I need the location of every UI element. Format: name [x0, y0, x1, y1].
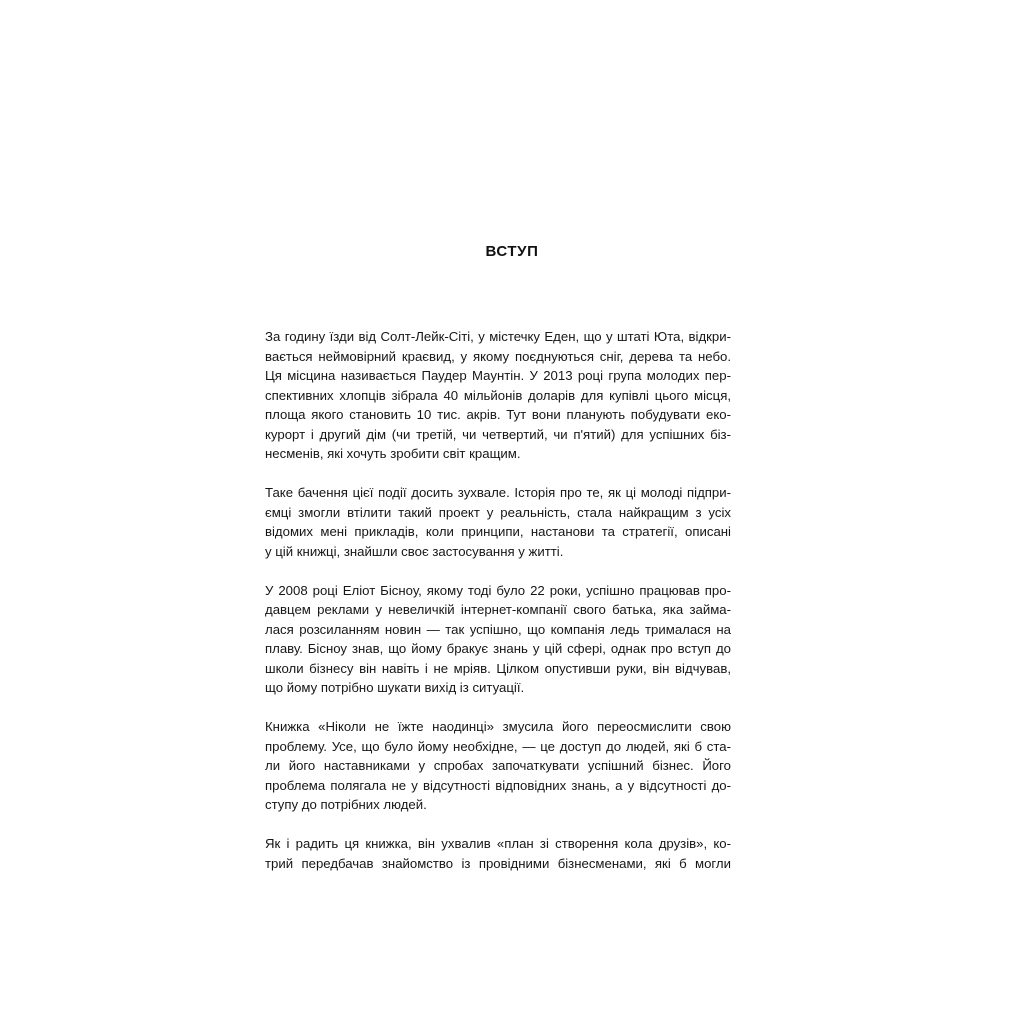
- paragraph-3: [265, 581, 731, 698]
- text-line: давцем реклами у невеличкій інтернет-компанії свого батька, яка займа-: [265, 602, 731, 617]
- text-line: площа якого становить 10 тис. акрів. Тут вони планують побудувати еко-: [265, 407, 731, 422]
- text-line: проблема полягала не у відсутності відповідних знань, а у відсутності до-: [265, 777, 731, 793]
- text-line: вається неймовірний краєвид, у якому поєднуються сніг, дерева та небо.: [265, 348, 731, 364]
- paragraph-4: [265, 717, 731, 815]
- text-line: курорт і другий дім (чи третій, чи четвертий, чи п'ятий) для успішних біз-: [265, 426, 731, 442]
- chapter-title: ВСТУП: [485, 243, 539, 260]
- text-line: ємці змогли втілити такий проект у реальність, стала найкращим з усіх: [265, 504, 731, 520]
- body-text: [265, 327, 731, 893]
- text-line: у цій книжці, знайшли своє застосування у житті.: [265, 543, 564, 559]
- text-line: Як і радить ця книжка, він ухвалив «план зі створення кола друзів», ко-: [265, 836, 731, 851]
- paragraph-1: [265, 327, 731, 464]
- text-line: У 2008 році Еліот Бісноу, якому тоді було 22 роки, успішно працював про-: [265, 582, 731, 598]
- text-line: спективних хлопців зібрала 40 мільйонів доларів для купівлі цього місця,: [265, 387, 731, 403]
- text-line: За годину їзди від Солт-Лейк-Сіті, у містечку Еден, що у штаті Юта, відкри-: [265, 329, 731, 344]
- text-line: трий передбачав знайомство із провідними бізнесменами, які б могли: [265, 855, 731, 871]
- text-line: Книжка «Ніколи не їжте наодинці» змусила його переосмислити свою: [265, 719, 731, 734]
- text-line: школи бізнесу він навіть і не мріяв. Цілком опустивши руки, він відчував,: [265, 660, 731, 676]
- text-line: ступу до потрібних людей.: [265, 797, 427, 812]
- text-line: проблему. Усе, що було йому необхідне, — це доступ до людей, які б ста-: [265, 738, 731, 754]
- text-line: Таке бачення цієї події досить зухвале. Історія про те, як ці молоді підпри-: [265, 485, 731, 500]
- text-line: відомих мені прикладів, коли принципи, настанови та стратегії, описані: [265, 524, 731, 539]
- text-line: Ця місцина називається Паудер Маунтін. У 2013 році група молодих пер-: [265, 368, 731, 383]
- text-line: лася розсиланням новин — так успішно, що компанія ледь трималася на: [265, 621, 731, 637]
- text-line: плаву. Бісноу знав, що йому бракує знань у цій сфері, однак про вступ до: [265, 641, 731, 656]
- paragraph-2: [265, 483, 731, 561]
- text-line: що йому потрібно шукати вихід із ситуації.: [265, 680, 525, 695]
- text-line: несменів, які хочуть зробити світ кращим.: [265, 446, 521, 461]
- text-line: ли його наставниками у спробах започаткувати успішний бізнес. Його: [265, 758, 731, 773]
- paragraph-5: [265, 834, 731, 873]
